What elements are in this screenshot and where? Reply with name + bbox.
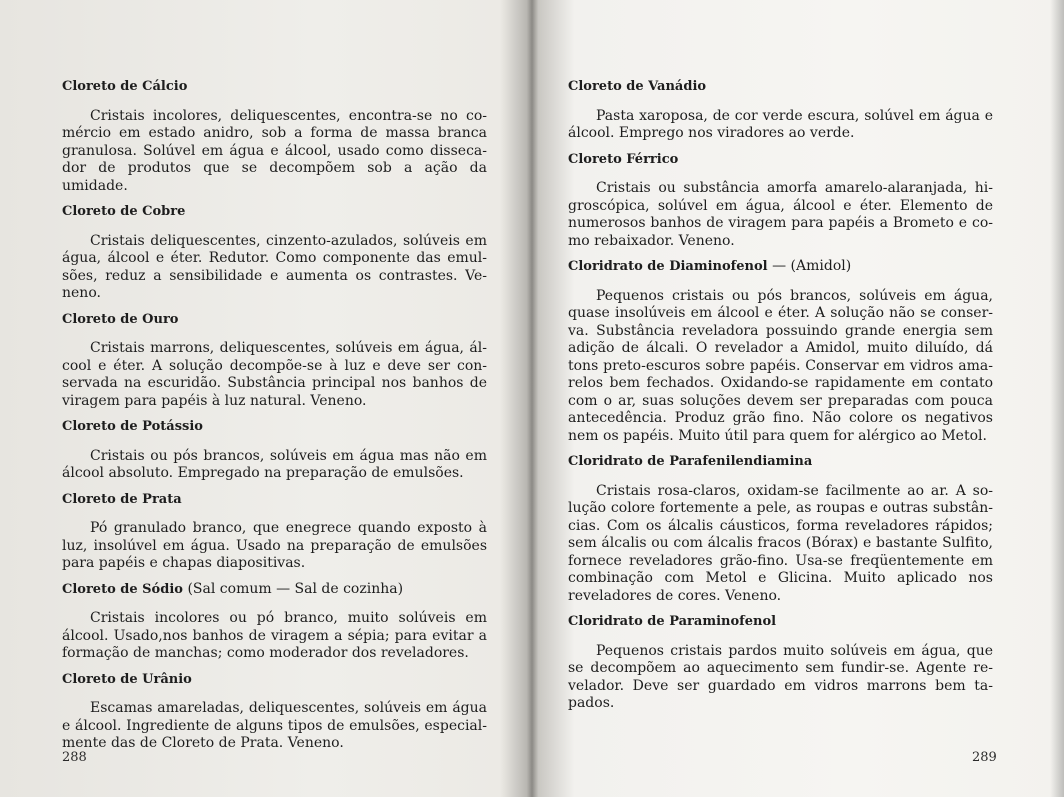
- page-edge-shadow: [1050, 0, 1064, 797]
- entry-title: Cloreto de Prata: [62, 491, 182, 507]
- entry-title: Cloreto de Cobre: [62, 204, 186, 219]
- entry-title: Cloreto de Vanádio: [568, 79, 707, 94]
- entry-title: Cloreto de Ouro: [62, 311, 179, 327]
- entry-cloreto-de-cobre: [62, 203, 487, 303]
- page-number: 288: [62, 750, 87, 765]
- entry-cloreto-de-prata: [62, 491, 487, 573]
- entry-cloreto-de-calcio: [62, 78, 487, 195]
- entry-subtitle: (Sal comum — Sal de cozinha): [187, 580, 404, 597]
- page-number: 289: [972, 750, 997, 765]
- entry-cloreto-de-ouro: [62, 311, 487, 411]
- entry-title: Cloridrato de Diaminofenol — (Amidol): [568, 258, 852, 274]
- entry-cloridrato-de-diaminofenol: [568, 258, 993, 445]
- entry-title: Cloridrato de Paraminofenol: [568, 614, 777, 629]
- entry-cloreto-ferrico: [568, 151, 993, 251]
- entry-cloreto-de-uranio: [62, 671, 487, 753]
- entry-text: Pó granulado branco, que enegrece quando exposto à luz, insolúvel em água. Usado na preparação de emulsões para papéis e chapas diapositivas.: [62, 520, 487, 571]
- entry-title: Cloreto de Potássio: [62, 419, 203, 434]
- entry-text: Escamas amareladas, deliquescentes, solúveis em água e álcool. Ingrediente de alguns tipos de emulsões, especialmente das de Cloreto de Prata. Veneno.: [62, 700, 487, 751]
- entry-title: Cloreto Férrico: [568, 151, 679, 167]
- entry-text: Cristais deliquescentes, cinzento-azulados, solúveis em água, álcool e éter. Redutor. Como componente das emulsões, reduz a sensibilidade e aumenta os contrastes. Veneno.: [62, 232, 487, 301]
- entry-text: Cristais incolores ou pó branco, muito solúveis em álcool. Usado,nos banhos de viragem a sépia; para evitar a formação de manchas; como moderador dos reveladores.: [62, 610, 487, 661]
- entry-text: Pequenos cristais pardos muito solúveis em água, que se decompõem ao aquecimento sem fundir-se. Agente revelador. Deve ser guardado em vidros marrons bem tapados.: [568, 642, 993, 711]
- left-page-content: [62, 78, 487, 761]
- entry-text: Cristais marrons, deliquescentes, solúveis em água, álcool e éter. A solução decompõe-se à luz e deve ser conservada na escuridão. Substância principal nos banhos de viragem para papéis à luz natural. Veneno.: [62, 340, 487, 409]
- entry-text: Cristais incolores, deliquescentes, encontra-se no comércio em estado anidro, sob a forma de massa branca granulosa. Solúvel em água e álcool, usado como dissecador de produtos que se decompõem sob a ação da umidade.: [62, 107, 487, 194]
- entry-title: Cloridrato de Parafenilendiamina: [568, 454, 813, 469]
- entry-cloreto-de-potassio: [62, 418, 487, 483]
- right-page: [532, 0, 1064, 797]
- entry-cloridrato-de-paraminofenol: [568, 613, 993, 713]
- entry-title: Cloreto de Cálcio: [62, 79, 188, 94]
- entry-text: Cristais ou pós brancos, solúveis em água mas não em álcool absoluto. Empregado na preparação de emulsões.: [62, 447, 487, 481]
- entry-text: Pequenos cristais ou pós brancos, solúveis em água, quase insolúveis em álcool e éter. A solução não se conserva. Substância reveladora possuindo grande energia sem adição de álcali. O revelador a Amidol, muito diluído, dá tons preto-escuros sobre papéis. Conservar em vidros amarelos bem fechados. Oxidando-se rapidamente em contato com o ar, suas soluções devem ser preparadas com pouca antecedência. Produz grão fino. Não colore os negativos nem os papéis. Muito útil para quem for alérgico ao Metol.: [568, 287, 993, 444]
- entry-text: Pasta xaroposa, de cor verde escura, solúvel em água e álcool. Emprego nos viradores ao verde.: [568, 107, 993, 141]
- entry-title: Cloreto de Urânio: [62, 671, 192, 687]
- entry-cloreto-de-sodio: [62, 581, 487, 663]
- entry-text: Cristais rosa-claros, oxidam-se facilmente ao ar. A solução colore fortemente a pele, as roupas e outras substâncias. Com os álcalis cáusticos, forma reveladores rápidos; sem álcalis ou com álcalis fracos (Bórax) e bastante Sulfito, fornece reveladores grão-fino. Usa-se freqüentemente em combinação com Metol e Glicina. Muito aplicado nos reveladores de cores. Veneno.: [568, 482, 993, 604]
- entry-text: Cristais ou substância amorfa amarelo-alaranjada, higroscópica, solúvel em água, álcool e éter. Elemento de numerosos banhos de viragem para papéis a Brometo e como rebaixador. Veneno.: [568, 180, 993, 249]
- entry-cloreto-de-vanadio: [568, 78, 993, 143]
- entry-subtitle: — (Amidol): [772, 258, 852, 274]
- right-page-content: [568, 78, 993, 721]
- entry-title: Cloreto de Sódio (Sal comum — Sal de cozinha): [62, 580, 404, 597]
- entry-cloridrato-de-parafenilendiamina: [568, 453, 993, 605]
